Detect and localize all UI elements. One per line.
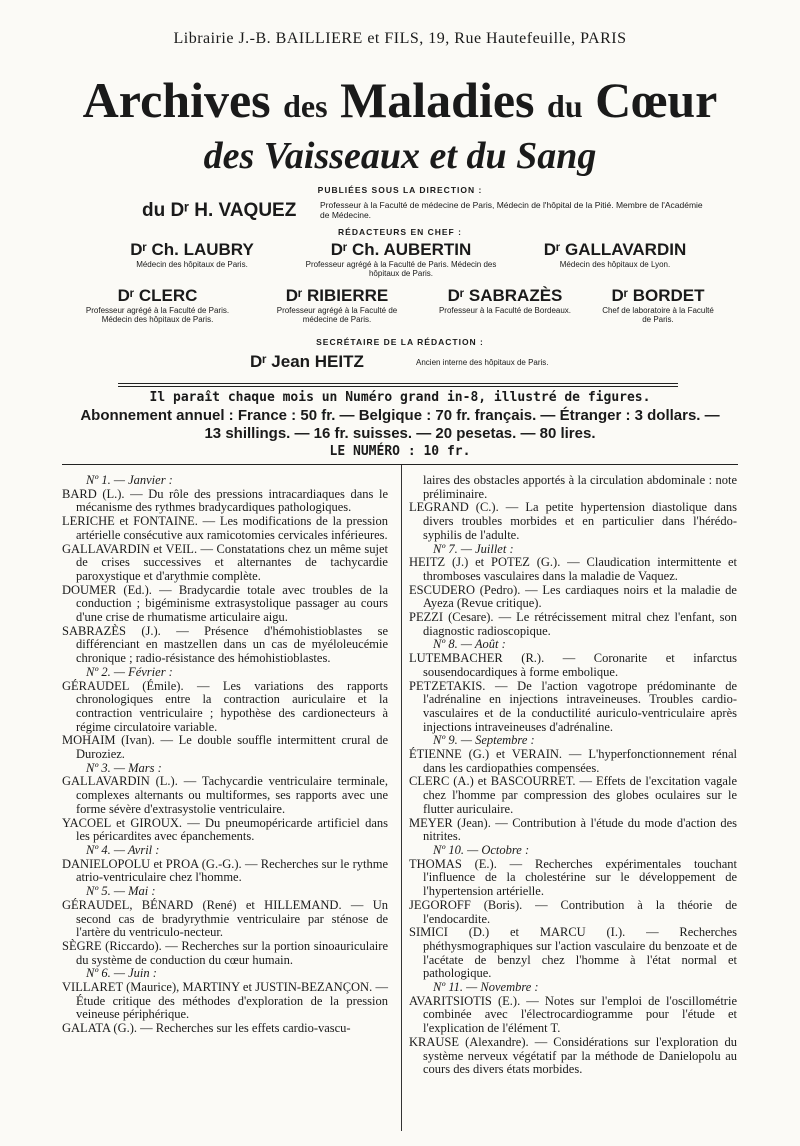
journal-subtitle: des Vaisseaux et du Sang xyxy=(203,135,597,177)
article-entry: ESCUDERO (Pedro). — Les cardiaques noirs et la maladie de Ayeza (Revue critique). xyxy=(409,582,737,611)
article-entry: ÉTIENNE (G.) et VERAIN. — L'hyperfonctionnement rénal dans les cardiopathies compensées. xyxy=(409,747,737,775)
editor-name: Dʳ RIBIERRE xyxy=(285,286,389,305)
editor-name: Dʳ CLERC xyxy=(117,286,198,305)
title-word-coeur: Cœur xyxy=(595,72,718,128)
director-name: du Dʳ H. VAQUEZ xyxy=(142,200,297,221)
title-word-archives: Archives xyxy=(82,72,271,128)
secretary-label: SECRÉTAIRE DE LA RÉDACTION : xyxy=(316,337,484,347)
subscription-price: LE NUMÉRO : 10 fr. xyxy=(329,444,471,459)
issue-heading: Nº 5. — Mai : xyxy=(86,884,156,899)
article-entry: SIMICI (D.) et MARCU (I.). — Recherches phéthysmographiques sur l'action vasculaire du benzoate et de l'acétate de benzyl chez l'homme à l'état normal et pathologique. xyxy=(409,925,737,981)
editor-name: Dʳ GALLAVARDIN xyxy=(543,240,687,259)
issue-heading: Nº 7. — Juillet : xyxy=(433,541,514,556)
article-entry: MEYER (Jean). — Contribution à l'étude du mode d'action des nitrites. xyxy=(409,815,737,844)
issue-heading: Nº 11. — Novembre : xyxy=(433,980,539,995)
editor-gallavardin xyxy=(510,240,720,269)
title-word-du: du xyxy=(547,88,583,124)
article-entry: AVARITSIOTIS (E.). — Notes sur l'emploi de l'oscillométrie combinée avec l'électrocardiogramme pour l'étude et l'explication de l'élément T. xyxy=(409,993,737,1036)
article-entry: GALATA (G.). — Recherches sur les effets cardio-vascu- xyxy=(62,1021,351,1036)
editor-title: Professeur agrégé à la Faculté de Paris. Médecin des hôpitaux de Paris. xyxy=(305,260,497,278)
director-block xyxy=(142,198,702,224)
editor-name: Dʳ Ch. AUBERTIN xyxy=(330,240,472,259)
editor-name: Dʳ BORDET xyxy=(611,286,705,305)
publisher-line: Librairie J.-B. BAILLIERE et FILS, 19, Rue Hautefeuille, PARIS xyxy=(173,30,627,47)
article-entry: PETZETAKIS. — De l'action vagotrope prédominante de l'adrénaline en injections intraveineuses. Troubles cardio-vasculaires et de la conductilité auriculo-ventriculaire après injections intraveineuses d'adrénaline. xyxy=(409,678,737,734)
secretary-name: Dʳ Jean HEITZ xyxy=(250,352,364,371)
article-entry: THOMAS (E.). — Recherches expérimentales touchant l'influence de la cholestérine sur le développement de l'hypertension artérielle. xyxy=(409,856,737,899)
article-entry: JEGOROFF (Boris). — Contribution à la théorie de l'endocardite. xyxy=(409,897,737,926)
direction-label: PUBLIÉES SOUS LA DIRECTION : xyxy=(317,185,483,195)
article-entry: SÈGRE (Riccardo). — Recherches sur la portion sinoauriculaire du système de conduction du cœur humain. xyxy=(62,938,388,967)
article-entry: SABRAZÈS (J.). — Présence d'hémohistioblastes se différenciant en mastzellen dans un cas de myéloleucémie chronique ; radio-résistance des hémohistioblastes. xyxy=(62,623,388,666)
right-column xyxy=(409,474,737,1077)
article-entry: DANIELOPOLU et PROA (G.-G.). — Recherches sur le rythme atrio-ventriculaire chez l'homme. xyxy=(62,856,388,885)
divider-top-2 xyxy=(118,386,678,387)
subscription-line1: Il paraît chaque mois un Numéro grand in-8, illustré de figures. xyxy=(149,390,651,405)
title-word-maladies: Maladies xyxy=(340,72,535,128)
column-divider xyxy=(401,465,402,1131)
article-entry: LERICHE et FONTAINE. — Les modifications de la pression artérielle consécutive aux ramicotomies cervicales inférieures. xyxy=(62,514,388,542)
editor-title: Professeur agrégé à la Faculté de Paris. Médecin des hôpitaux de Paris. xyxy=(85,306,230,324)
article-entry: GÉRAUDEL, BÉNARD (René) et HILLEMAND. — Un second cas de bradyrythmie ventriculaire par sténose de l'artère du ventriculo-necteur. xyxy=(62,897,388,940)
issue-heading: Nº 9. — Septembre : xyxy=(433,733,535,748)
article-entry: HEITZ (J.) et POTEZ (G.). — Claudication intermittente et thromboses vasculaires dans la maladie de Vaquez. xyxy=(409,555,737,583)
article-entry: GALLAVARDIN (L.). — Tachycardie ventriculaire terminale, complexes alternants ou multiformes, ses rapports avec une forme sévère d'extrasystolie ventriculaire. xyxy=(62,774,388,816)
article-entry: KRAUSE (Alexandre). — Considérations sur l'exploration du système nerveux végétatif par la méthode de Danielopolu au cours des divers états morbides. xyxy=(409,1034,737,1077)
editor-sabrazes xyxy=(420,286,590,315)
article-entry: MOHAIM (Ivan). — Le double souffle intermittent crural de Duroziez. xyxy=(62,733,388,762)
editor-title: Chef de laboratoire à la Faculté de Paris. xyxy=(602,306,714,324)
editor-clerc xyxy=(70,286,245,324)
editor-aubertin xyxy=(296,240,506,278)
article-entry: DOUMER (Ed.). — Bradycardie totale avec troubles de la conduction ; bigéminisme extrasystolique passager au cours d'une crise de rhumatisme articulaire aigu. xyxy=(62,582,388,625)
divider-top xyxy=(118,383,678,384)
subscription-line3: 13 shillings. — 16 fr. suisses. — 20 pesetas. — 80 lires. xyxy=(204,425,596,442)
editor-title: Professeur à la Faculté de Bordeaux. xyxy=(438,306,572,315)
editor-title: Médecin des hôpitaux de Paris. xyxy=(136,260,248,269)
issue-heading: Nº 6. — Juin : xyxy=(86,966,157,981)
director-note: Professeur à la Faculté de médecine de Paris, Médecin de l'hôpital de la Pitié. Membre de l'Académie de Médecine. xyxy=(320,200,703,220)
subscription-line2: Abonnement annuel : France : 50 fr. — Belgique : 70 fr. français. — Étranger : 3 dollars. — xyxy=(80,407,720,424)
article-entry: CLERC (A.) et BASCOURRET. — Effets de l'excitation vagale chez l'homme par compression des globes oculaires sur le flutter auriculaire. xyxy=(409,774,737,816)
article-entry: LEGRAND (C.). — La petite hypertension diastolique dans divers troubles morbides et en particulier dans l'hérédo-syphilis de l'adulte. xyxy=(409,500,737,542)
issue-heading: Nº 2. — Février : xyxy=(86,664,173,679)
article-entry: GALLAVARDIN et VEIL. — Constatations chez un même sujet de crises successives et alternantes de tachycardie paroxystique et d'arythmie complète. xyxy=(62,541,388,583)
issue-heading: Nº 3. — Mars : xyxy=(86,760,162,775)
article-entry: GÉRAUDEL (Émile). — Les variations des rapports chronologiques entre la contraction auriculaire et la contraction ventriculaire ; hypothèse des cardionecteurs à régime circulatoire variable. xyxy=(62,678,388,734)
article-entry: YACOEL et GIROUX. — Du pneumopéricarde artificiel dans les péricardites avec épanchements. xyxy=(62,815,388,844)
left-column xyxy=(62,474,388,1036)
editor-ribierre xyxy=(262,286,412,324)
editor-bordet xyxy=(598,286,718,324)
divider-mid xyxy=(62,464,738,465)
issue-heading: Nº 4. — Avril : xyxy=(86,842,160,857)
journal-title xyxy=(0,72,800,134)
article-entry: laires des obstacles apportés à la circulation abdominale : note préliminaire. xyxy=(423,473,737,501)
issue-heading: Nº 8. — Août : xyxy=(433,637,506,652)
issue-heading: Nº 10. — Octobre : xyxy=(433,842,530,857)
redacteurs-label: RÉDACTEURS EN CHEF : xyxy=(338,227,462,237)
secretary-block xyxy=(250,352,650,372)
secretary-title: Ancien interne des hôpitaux de Paris. xyxy=(416,358,549,367)
article-entry: PEZZI (Cesare). — Le rétrécissement mitral chez l'enfant, son diagnostic radioscopique. xyxy=(409,610,737,638)
editor-name: Dʳ Ch. LAUBRY xyxy=(130,240,254,259)
editor-title: Professeur agrégé à la Faculté de médecine de Paris. xyxy=(276,306,398,324)
editor-title: Médecin des hôpitaux de Lyon. xyxy=(559,260,671,269)
issue-heading: Nº 1. — Janvier : xyxy=(86,473,173,487)
article-entry: BARD (L.). — Du rôle des pressions intracardiaques dans le mécanisme des rythmes bradycardiques pathologiques. xyxy=(62,486,388,515)
article-entry: VILLARET (Maurice), MARTINY et JUSTIN-BEZANÇON. — Étude critique des méthodes d'exploration de la pression veineuse périphérique. xyxy=(62,980,388,1022)
title-word-des: des xyxy=(283,88,328,124)
article-entry: LUTEMBACHER (R.). — Coronarite et infarctus sousendocardiques à forme embolique. xyxy=(409,651,737,679)
editor-laubry xyxy=(92,240,292,269)
editor-name: Dʳ SABRAZÈS xyxy=(447,286,563,305)
